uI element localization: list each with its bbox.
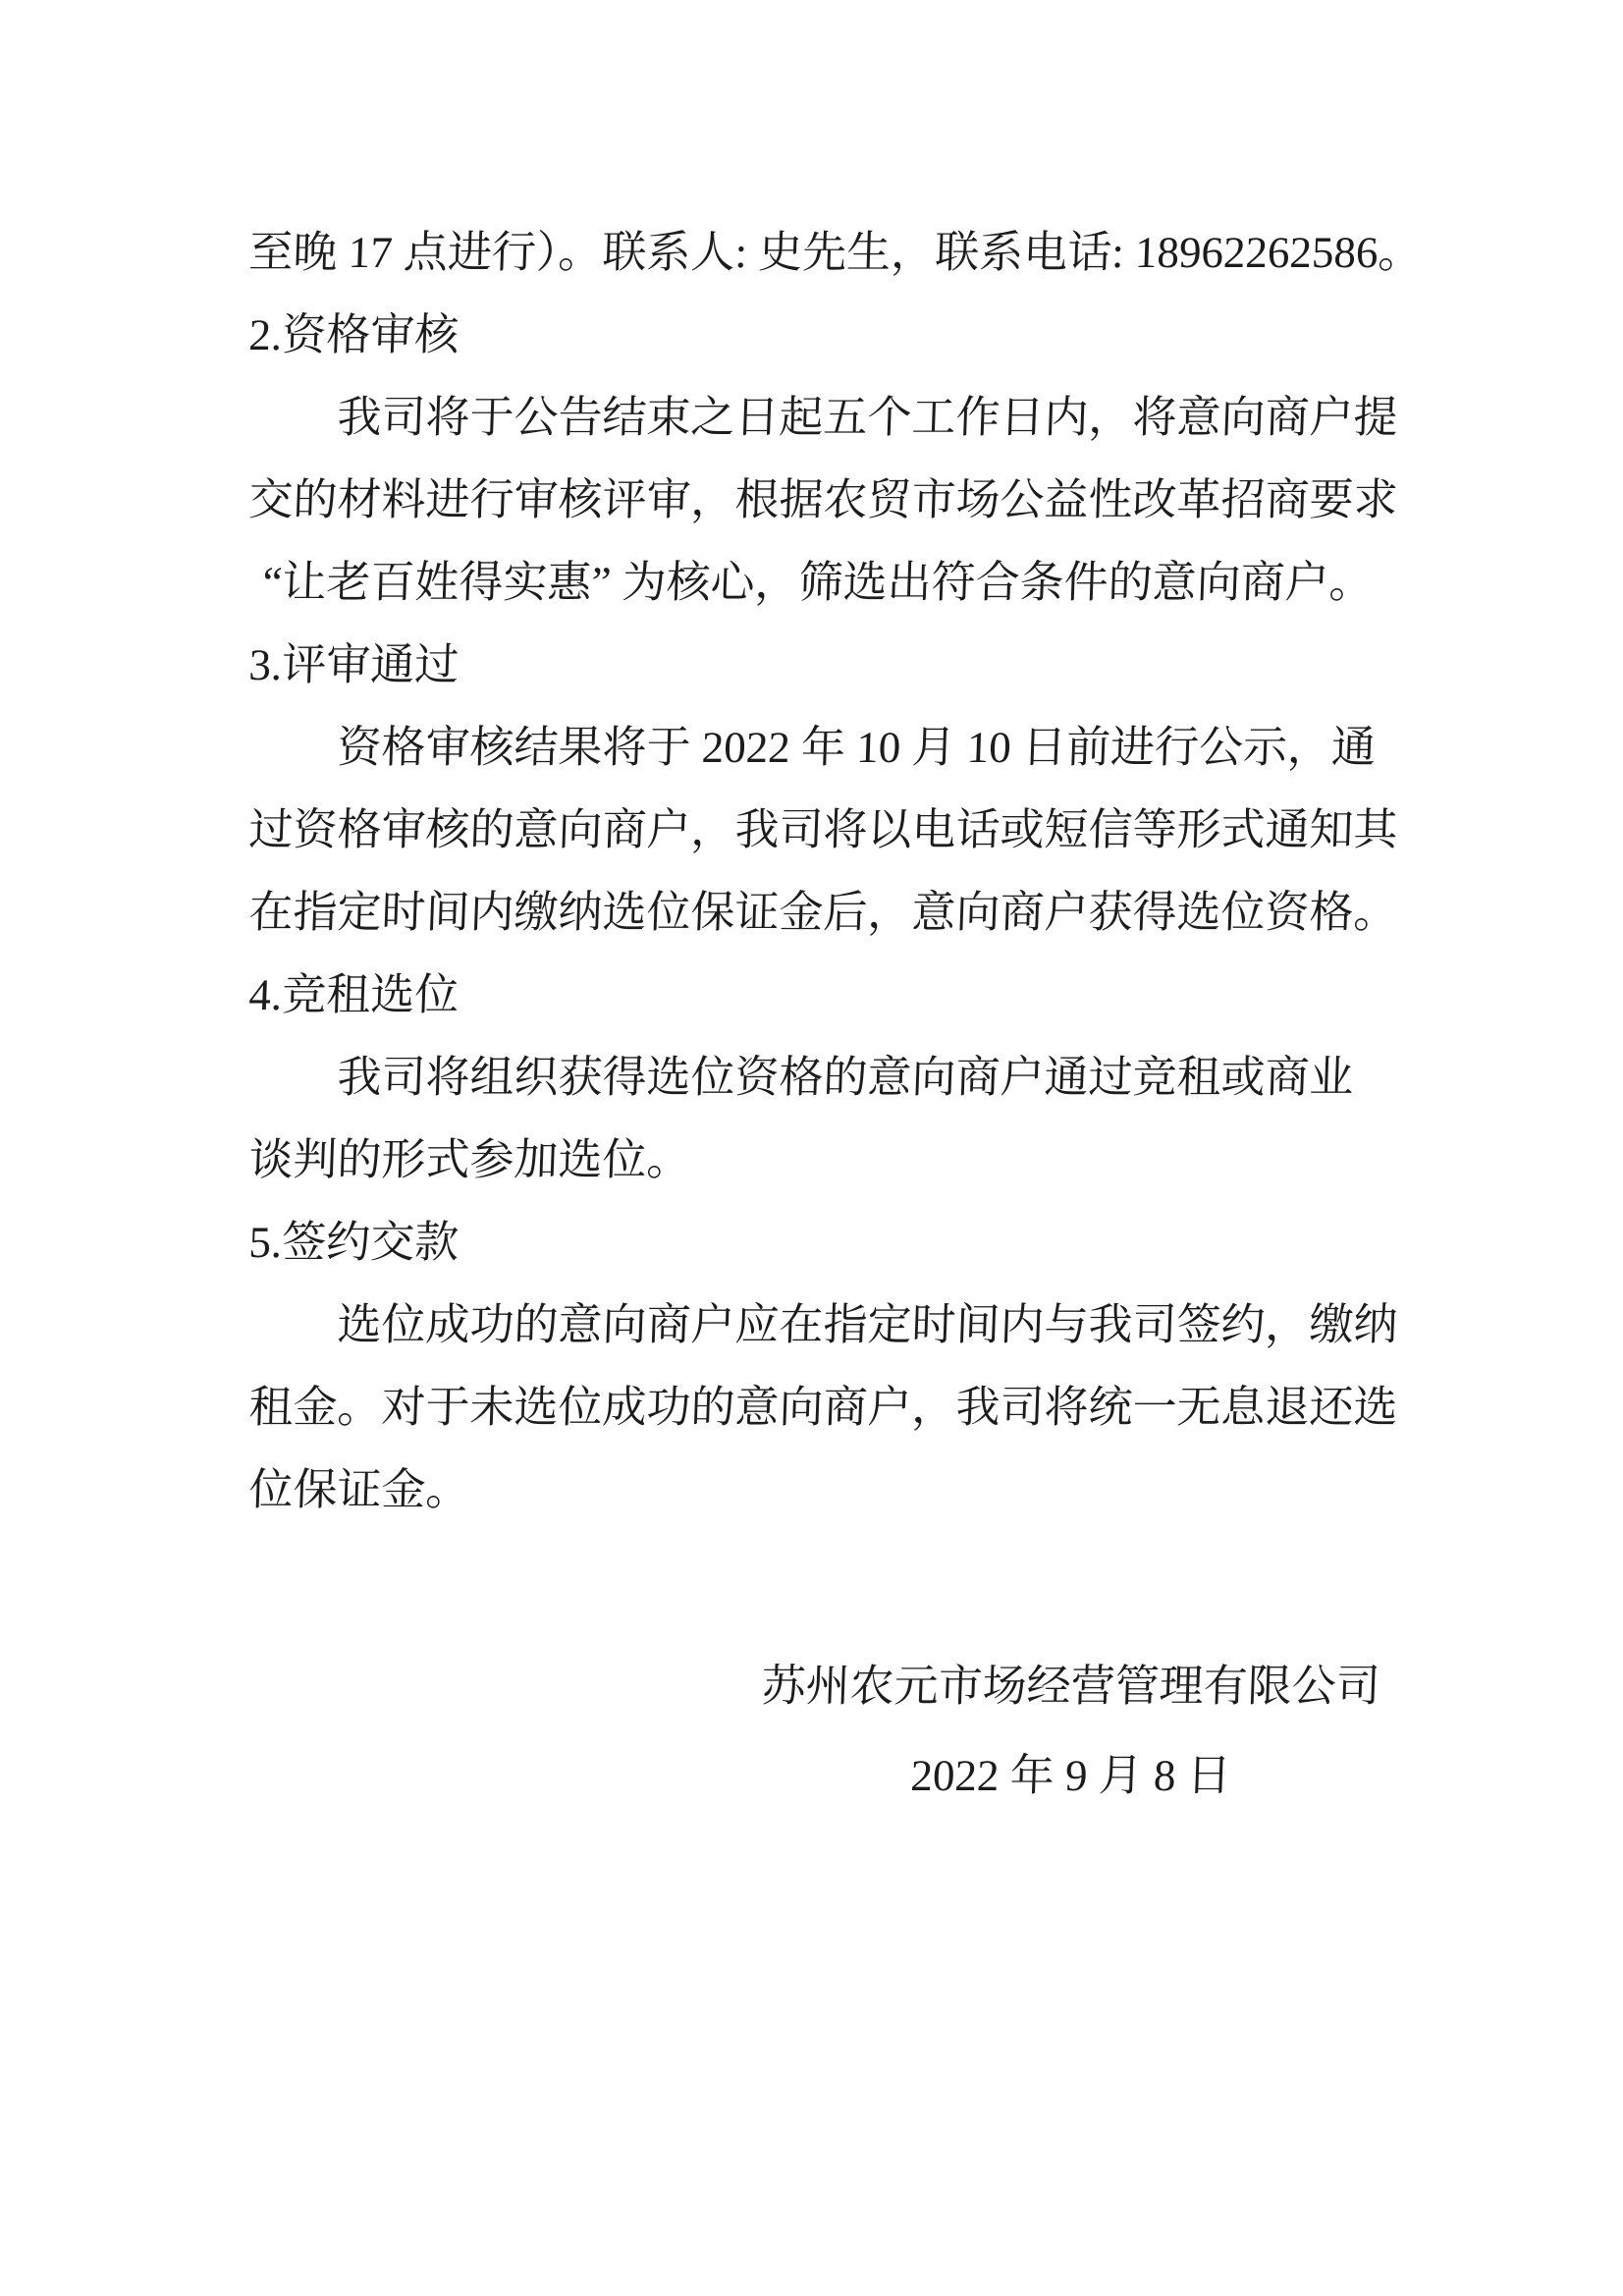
signature-date: 2022 年 9 月 8 日 <box>909 1751 1232 1800</box>
heading-item-5: 5.签约交款 <box>247 1218 460 1267</box>
signature-company: 苏州农元市场经营管理有限公司 <box>760 1662 1381 1711</box>
paragraph-line: 租金。对于未选位成功的意向商户，我司将统一无息退还选 <box>247 1383 1399 1432</box>
paragraph-line: “让老百姓得实惠” 为核心，筛选出符合条件的意向商户。 <box>261 558 1375 607</box>
paragraph-line: 资格审核结果将于 2022 年 10 月 10 日前进行公示，通 <box>336 723 1377 772</box>
heading-item-2: 2.资格审核 <box>247 310 460 359</box>
paragraph-line: 交的材料进行审核评审，根据农贸市场公益性改革招商要求 <box>247 475 1399 524</box>
paragraph-line: 在指定时间内缴纳选位保证金后，意向商户获得选位资格。 <box>247 888 1399 937</box>
signature-block <box>760 1642 1379 1821</box>
paragraph-line: 过资格审核的意向商户，我司将以电话或短信等形式通知其 <box>247 805 1399 854</box>
body-line-continuation: 至晚 17 点进行）。联系人: 史先生，联系电话: 18962262586。 <box>247 228 1424 277</box>
paragraph-line: 我司将于公告结束之日起五个工作日内，将意向商户提 <box>336 393 1399 442</box>
paragraph-line: 谈判的形式参加选位。 <box>247 1135 692 1184</box>
paragraph-line: 我司将组织获得选位资格的意向商户通过竞租或商业 <box>336 1053 1355 1102</box>
paragraph-line: 选位成功的意向商户应在指定时间内与我司签约，缴纳 <box>336 1300 1399 1349</box>
paragraph-line: 位保证金。 <box>247 1465 471 1514</box>
heading-item-3: 3.评审通过 <box>247 640 460 689</box>
heading-item-4: 4.竞租选位 <box>247 970 460 1019</box>
